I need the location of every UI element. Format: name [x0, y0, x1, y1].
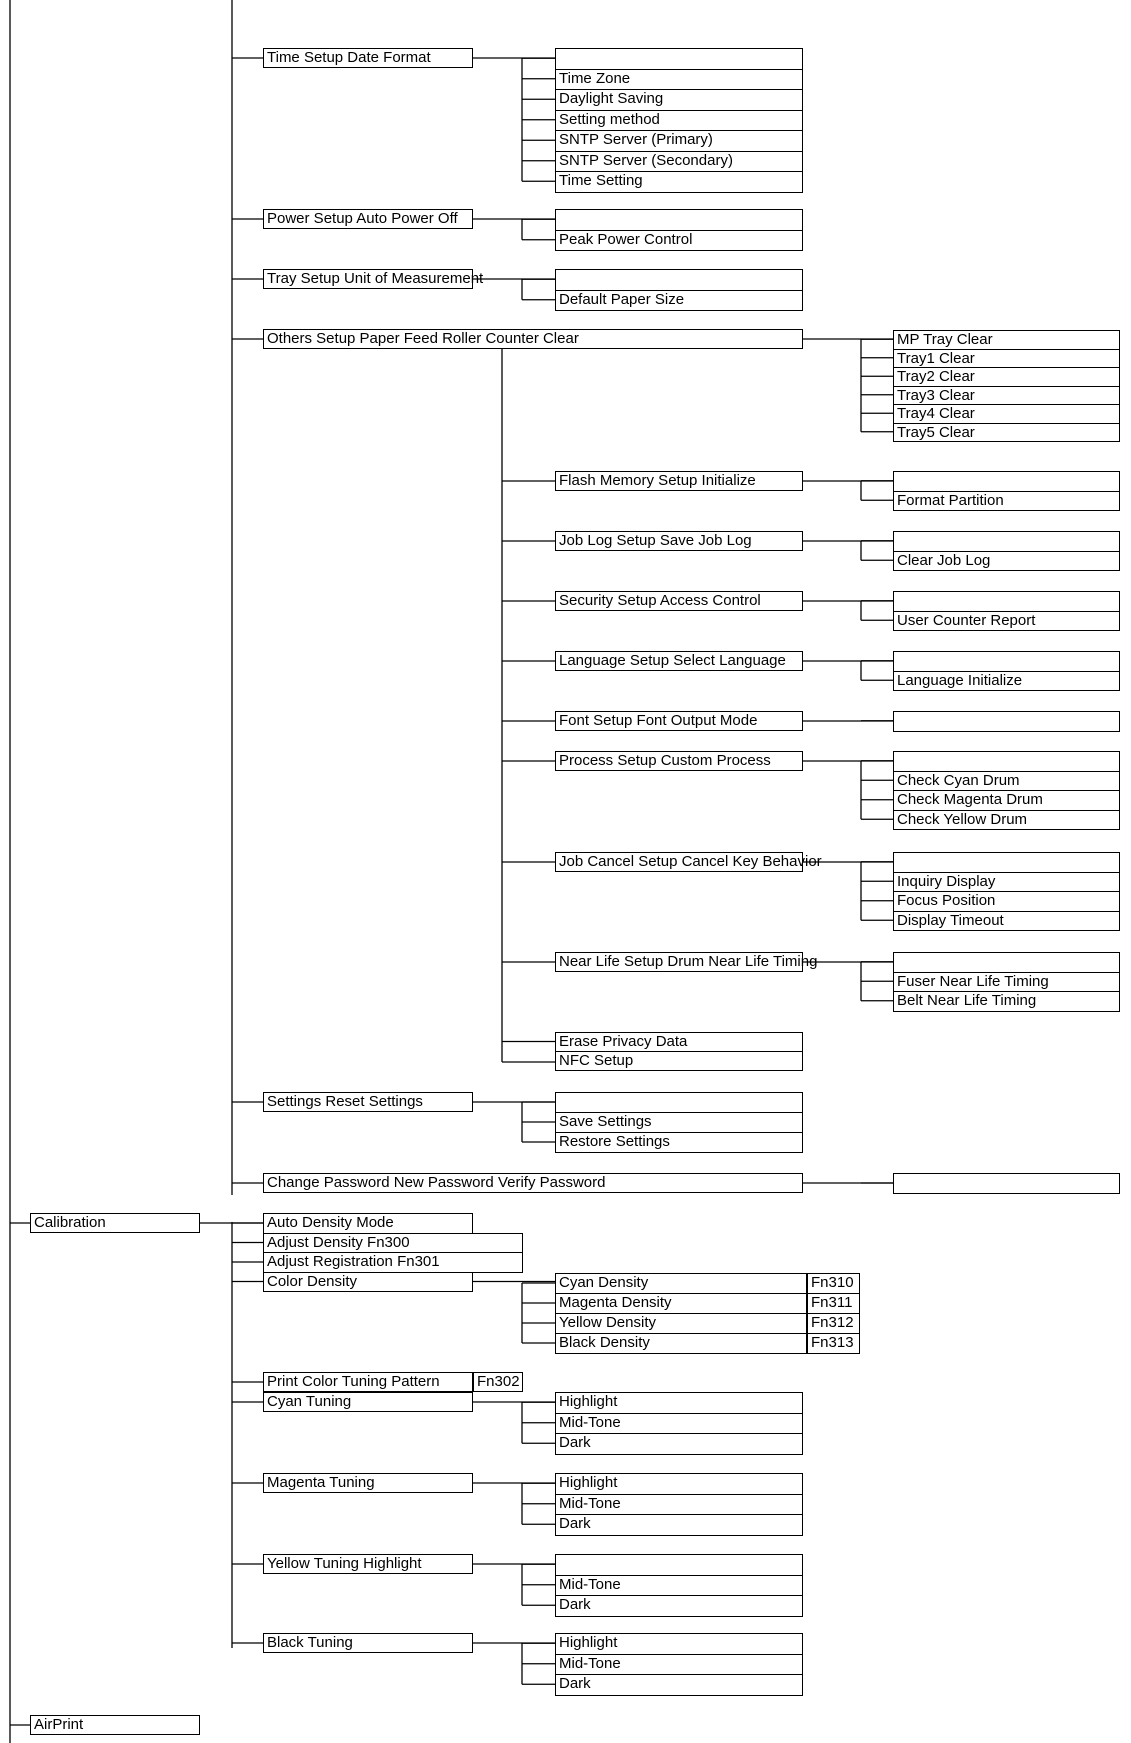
magenta-tuning-item-dark: Dark — [555, 1514, 803, 1536]
time-setup-item-setting-method: Setting method — [555, 110, 803, 132]
magenta-tuning-box: Magenta Tuning — [263, 1473, 473, 1493]
others-group-job-cancel-setup-cancel-key-behavior-item-display-timeout: Display Timeout — [893, 911, 1120, 932]
others-setup-box: Others Setup Paper Feed Roller Counter Clear — [263, 329, 803, 349]
power-setup-box: Power Setup Auto Power Off — [263, 209, 473, 229]
others-trailing-erase-privacy-data: Erase Privacy Data — [555, 1032, 803, 1052]
airprint-box: AirPrint — [30, 1715, 200, 1735]
color-density-code-fn310: Fn310 — [807, 1273, 860, 1294]
others-setup-item-tray1-clear: Tray1 Clear — [893, 349, 1120, 369]
others-group-job-cancel-setup-cancel-key-behavior-item-focus-position: Focus Position — [893, 891, 1120, 912]
power-setup-item-blank-0 — [555, 209, 803, 231]
others-group-flash-memory-setup-initialize-item-blank-0 — [893, 471, 1120, 492]
others-setup-item-mp-tray-clear: MP Tray Clear — [893, 330, 1120, 350]
others-group-job-log-setup-save-job-log-item-blank-0 — [893, 531, 1120, 552]
time-setup-box: Time Setup Date Format — [263, 48, 473, 68]
others-group-job-log-setup-save-job-log-box: Job Log Setup Save Job Log — [555, 531, 803, 551]
yellow-tuning-item-mid-tone: Mid-Tone — [555, 1575, 803, 1597]
settings-item-save-settings: Save Settings — [555, 1112, 803, 1133]
yellow-tuning-item-blank-0 — [555, 1554, 803, 1576]
settings-item-restore-settings: Restore Settings — [555, 1132, 803, 1153]
color-density-code-fn313: Fn313 — [807, 1333, 860, 1354]
others-group-font-setup-font-output-mode-item-blank-0 — [893, 711, 1120, 732]
others-group-language-setup-select-language-item-blank-0 — [893, 651, 1120, 672]
cyan-tuning-item-highlight: Highlight — [555, 1392, 803, 1414]
settings-box: Settings Reset Settings — [263, 1092, 473, 1112]
others-group-job-cancel-setup-cancel-key-behavior-item-blank-0 — [893, 852, 1120, 873]
others-group-flash-memory-setup-initialize-box: Flash Memory Setup Initialize — [555, 471, 803, 491]
others-group-font-setup-font-output-mode-box: Font Setup Font Output Mode — [555, 711, 803, 731]
others-group-process-setup-custom-process-item-check-magenta-drum: Check Magenta Drum — [893, 790, 1120, 811]
others-group-near-life-setup-drum-near-life-timing-item-belt-near-life-timing: Belt Near Life Timing — [893, 991, 1120, 1012]
others-group-language-setup-select-language-item-language-initialize: Language Initialize — [893, 671, 1120, 692]
black-tuning-item-dark: Dark — [555, 1674, 803, 1696]
others-group-security-setup-access-control-box: Security Setup Access Control — [555, 591, 803, 611]
others-setup-item-tray4-clear: Tray4 Clear — [893, 404, 1120, 424]
color-density-code-fn312: Fn312 — [807, 1313, 860, 1334]
tray-setup-item-blank-0 — [555, 269, 803, 291]
print-color-tuning-pattern-code: Fn302 — [473, 1372, 523, 1392]
tray-setup-box: Tray Setup Unit of Measurement — [263, 269, 473, 289]
calibration-item-adjust-density-fn300: Adjust Density Fn300 — [263, 1233, 523, 1254]
yellow-tuning-item-dark: Dark — [555, 1595, 803, 1617]
cyan-tuning-box: Cyan Tuning — [263, 1392, 473, 1412]
print-color-tuning-pattern-box: Print Color Tuning Pattern — [263, 1372, 473, 1392]
others-group-process-setup-custom-process-box: Process Setup Custom Process — [555, 751, 803, 771]
others-group-process-setup-custom-process-item-blank-0 — [893, 751, 1120, 772]
color-density-magenta-density: Magenta Density — [555, 1293, 807, 1314]
power-setup-item-peak-power-control: Peak Power Control — [555, 230, 803, 252]
others-group-job-cancel-setup-cancel-key-behavior-item-inquiry-display: Inquiry Display — [893, 872, 1120, 893]
others-trailing-nfc-setup: NFC Setup — [555, 1051, 803, 1071]
black-tuning-item-mid-tone: Mid-Tone — [555, 1654, 803, 1676]
color-density-black-density: Black Density — [555, 1333, 807, 1354]
others-group-process-setup-custom-process-item-check-yellow-drum: Check Yellow Drum — [893, 810, 1120, 831]
change-password-item-blank-0 — [893, 1173, 1120, 1194]
time-setup-item-time-zone: Time Zone — [555, 69, 803, 91]
black-tuning-box: Black Tuning — [263, 1633, 473, 1653]
others-setup-item-tray3-clear: Tray3 Clear — [893, 386, 1120, 406]
cyan-tuning-item-mid-tone: Mid-Tone — [555, 1413, 803, 1435]
others-setup-item-tray2-clear: Tray2 Clear — [893, 367, 1120, 387]
others-group-job-cancel-setup-cancel-key-behavior-box: Job Cancel Setup Cancel Key Behavior — [555, 852, 803, 872]
time-setup-item-blank-0 — [555, 48, 803, 70]
others-setup-item-tray5-clear: Tray5 Clear — [893, 423, 1120, 443]
others-group-security-setup-access-control-item-blank-0 — [893, 591, 1120, 612]
magenta-tuning-item-highlight: Highlight — [555, 1473, 803, 1495]
cyan-tuning-item-dark: Dark — [555, 1433, 803, 1455]
yellow-tuning-box: Yellow Tuning Highlight — [263, 1554, 473, 1574]
color-density-code-fn311: Fn311 — [807, 1293, 860, 1314]
others-group-job-log-setup-save-job-log-item-clear-job-log: Clear Job Log — [893, 551, 1120, 572]
calibration-item-color-density: Color Density — [263, 1272, 473, 1293]
time-setup-item-daylight-saving: Daylight Saving — [555, 89, 803, 111]
magenta-tuning-item-mid-tone: Mid-Tone — [555, 1494, 803, 1516]
time-setup-item-sntp-server-secondary: SNTP Server (Secondary) — [555, 151, 803, 173]
others-group-process-setup-custom-process-item-check-cyan-drum: Check Cyan Drum — [893, 771, 1120, 792]
others-group-flash-memory-setup-initialize-item-format-partition: Format Partition — [893, 491, 1120, 512]
calibration-item-adjust-registration-fn301: Adjust Registration Fn301 — [263, 1252, 523, 1273]
others-group-near-life-setup-drum-near-life-timing-item-fuser-near-life-timing: Fuser Near Life Timing — [893, 972, 1120, 993]
calibration-box: Calibration — [30, 1213, 200, 1233]
others-group-near-life-setup-drum-near-life-timing-box: Near Life Setup Drum Near Life Timing — [555, 952, 803, 972]
others-group-near-life-setup-drum-near-life-timing-item-blank-0 — [893, 952, 1120, 973]
others-group-language-setup-select-language-box: Language Setup Select Language — [555, 651, 803, 671]
settings-item-blank-0 — [555, 1092, 803, 1113]
color-density-cyan-density: Cyan Density — [555, 1273, 807, 1294]
color-density-yellow-density: Yellow Density — [555, 1313, 807, 1334]
tray-setup-item-default-paper-size: Default Paper Size — [555, 290, 803, 312]
calibration-item-auto-density-mode: Auto Density Mode — [263, 1213, 473, 1234]
others-group-security-setup-access-control-item-user-counter-report: User Counter Report — [893, 611, 1120, 632]
time-setup-item-sntp-server-primary: SNTP Server (Primary) — [555, 130, 803, 152]
change-password-box: Change Password New Password Verify Password — [263, 1173, 803, 1193]
black-tuning-item-highlight: Highlight — [555, 1633, 803, 1655]
time-setup-item-time-setting: Time Setting — [555, 171, 803, 193]
